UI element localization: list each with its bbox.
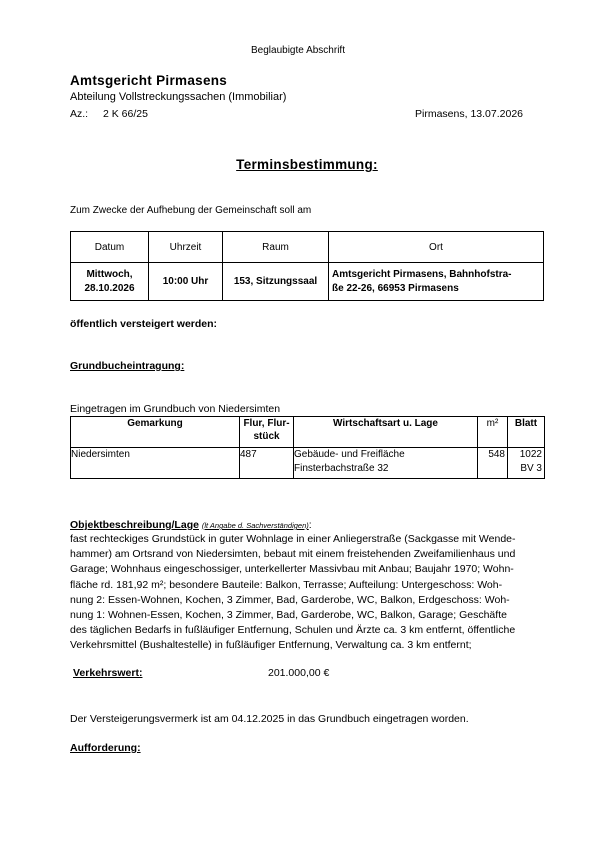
sheet-header: Blatt — [508, 417, 545, 448]
object-line: fast rechteckiges Grundstück in guter Wohnlage in einer Anliegerstraße (Sackgasse mit Wende- — [70, 533, 516, 545]
appointment-table — [70, 231, 544, 301]
appointment-header-row — [71, 232, 544, 263]
time-header: Uhrzeit — [149, 232, 223, 263]
object-heading-colon: : — [308, 519, 312, 531]
auction-statement: öffentlich versteigert werden: — [70, 318, 218, 330]
file-number-label: Az.: — [70, 108, 89, 120]
object-line: Verkehrsmittel (Bushaltestelle) in fußläufiger Entfernung, Verwaltung ca. 3 km entfernt; — [70, 639, 472, 652]
object-heading-text: Objektbeschreibung/Lage — [70, 519, 199, 531]
object-line: des täglichen Bedarfs in fußläufiger Entfernung, Schulen und Ärzte ca. 3 km entfernt, öffentliche — [70, 624, 516, 637]
object-description-heading — [70, 519, 312, 531]
file-number-value: 2 K 66/25 — [103, 108, 148, 120]
object-line: nung 2: Essen-Wohnen, Kochen, 3 Zimmer, Bad, Garderobe, WC, Balkon, Erdgeschoss: Woh- — [70, 593, 510, 606]
address-line: Finsterbachstraße 32 — [294, 463, 389, 474]
appointment-weekday: Mittwoch, — [86, 268, 133, 280]
appointment-row — [71, 263, 544, 301]
parcel-header — [240, 417, 294, 448]
parcel-cell: 487 — [240, 448, 294, 479]
land-register-header-row — [71, 417, 545, 448]
request-heading: Aufforderung: — [70, 742, 141, 754]
area-cell: 548 — [478, 448, 508, 479]
object-line: nung 1: Wohnen-Essen, Kochen, 3 Zimmer, Bad, Garderobe, WC, Balkon, Garage; Geschäfte — [70, 609, 507, 622]
appointment-date — [71, 263, 149, 301]
object-line: hammer) am Ortsrand von Niedersimten, bebaut mit einem freistehenden Zweifamilienhaus und — [70, 548, 516, 561]
market-value-amount: 201.000,00 € — [268, 667, 330, 679]
sheet-bv: BV 3 — [520, 463, 542, 474]
sheet-cell — [508, 448, 545, 479]
object-line: Garage; Wohnhaus eingeschossiger, unterkellerter Massivbau mit Anbau; Baujahr 1970; Wohn- — [70, 563, 514, 576]
gemarkung-header: Gemarkung — [71, 417, 240, 448]
market-value-label: Verkehrswert: — [73, 667, 143, 679]
location-header: Ort — [329, 232, 544, 263]
place-and-date: Pirmasens, 13.07.2026 — [415, 108, 523, 120]
certified-copy-note: Beglaubigte Abschrift — [251, 45, 345, 56]
appointment-room: 153, Sitzungssaal — [223, 263, 329, 301]
auction-note-text: Der Versteigerungsvermerk ist am 04.12.2025 in das Grundbuch eingetragen worden. — [70, 713, 469, 725]
room-header: Raum — [223, 232, 329, 263]
land-register-table — [70, 416, 545, 479]
sheet-number: 1022 — [519, 449, 542, 460]
appointment-date-value: 28.10.2026 — [84, 282, 135, 294]
appointment-location-line1: Amtsgericht Pirmasens, Bahnhofstra- — [332, 268, 512, 280]
object-line: fläche rd. 181,92 m²; besondere Bauteile: Balkon, Terrasse; Aufteilung: Untergeschoss: Woh- — [70, 578, 503, 591]
usage-location-cell — [294, 448, 478, 479]
table-row — [71, 448, 545, 479]
appointment-location — [329, 263, 544, 301]
parcel-header-line2: stück — [253, 431, 280, 442]
object-heading-note: (lt Angabe d. Sachverständigen) — [201, 521, 309, 530]
land-register-intro: Eingetragen im Grundbuch von Niedersimten — [70, 403, 281, 415]
page-title: Terminsbestimmung: — [236, 157, 378, 172]
court-department: Abteilung Vollstreckungssachen (Immobiliar) — [70, 91, 287, 103]
purpose-text: Zum Zwecke der Aufhebung der Gemeinschaft soll am — [70, 205, 312, 216]
court-name: Amtsgericht Pirmasens — [70, 73, 228, 88]
appointment-time: 10:00 Uhr — [149, 263, 223, 301]
parcel-header-line1: Flur, Flur- — [243, 418, 290, 429]
date-header: Datum — [71, 232, 149, 263]
object-description-text — [70, 532, 538, 654]
usage-line: Gebäude- und Freifläche — [294, 449, 405, 460]
usage-location-header: Wirtschaftsart u. Lage — [294, 417, 478, 448]
appointment-location-line2: ße 22-26, 66953 Pirmasens — [332, 282, 459, 294]
land-register-heading: Grundbucheintragung: — [70, 360, 185, 372]
gemarkung-cell: Niedersimten — [71, 448, 240, 479]
area-header: m² — [478, 417, 508, 448]
